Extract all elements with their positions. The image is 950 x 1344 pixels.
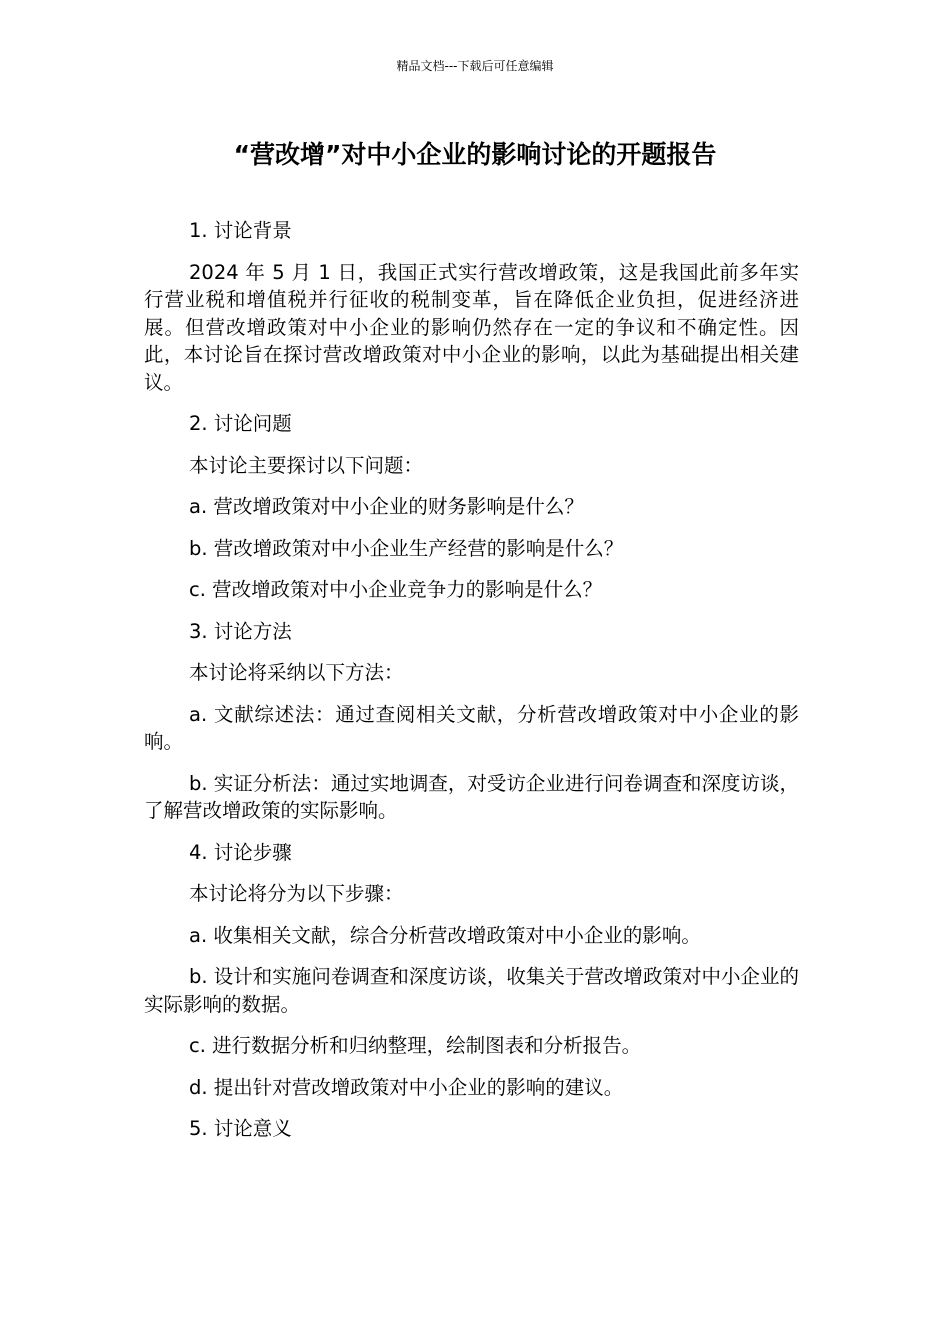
document-body [144,217,799,1157]
paragraph-questions-intro: 本讨论主要探讨以下问题： [189,453,424,477]
list-item-question: c. 营改增政策对中小企业竞争力的影响是什么？ [189,578,603,601]
list-item-step: d. 提出针对营改增政策对中小企业的影响的建议。 [189,1075,624,1099]
paragraph-steps-intro: 本讨论将分为以下步骤： [189,882,404,905]
section-heading-background: 1. 讨论背景 [189,219,292,242]
list-item-step: a. 收集相关文献，综合分析营改增政策对中小企业的影响。 [189,923,701,947]
list-item-step: b. 设计和实施问卷调查和深度访谈，收集关于营改增政策对中小企业的实际影响的数据。 [144,965,799,1016]
paragraph-background: 2024 年 5 月 1 日，我国正式实行营改增政策，这是我国此前多年实行营业税和增值税并行征收的税制变革，旨在降低企业负担，促进经济进展。但营改增政策对中小企业的影响仍然存在一定的争议和不确定性。因此，本讨论旨在探讨营改增政策对中小企业的影响，以此为基础提出相关建议。 [144,260,799,394]
list-item-question: a. 营改增政策对中小企业的财务影响是什么？ [189,495,584,518]
list-item-method: a. 文献综述法：通过查阅相关文献，分析营改增政策对中小企业的影响。 [144,702,799,753]
header-note: 精品文档---下载后可任意编辑 [396,59,554,73]
paragraph-methods-intro: 本讨论将采纳以下方法： [189,661,404,684]
section-heading-questions: 2. 讨论问题 [189,412,292,435]
list-item-method: b. 实证分析法：通过实地调查，对受访企业进行问卷调查和深度访谈，了解营改增政策的实际影响。 [144,771,799,822]
list-item-step: c. 进行数据分析和归纳整理，绘制图表和分析报告。 [189,1034,642,1057]
document-title: “营改增”对中小企业的影响讨论的开题报告 [233,140,717,169]
section-heading-significance: 5. 讨论意义 [189,1117,292,1140]
section-heading-methods: 3. 讨论方法 [189,619,292,643]
list-item-question: b. 营改增政策对中小企业生产经营的影响是什么？ [189,536,624,560]
section-heading-steps: 4. 讨论步骤 [189,840,292,864]
